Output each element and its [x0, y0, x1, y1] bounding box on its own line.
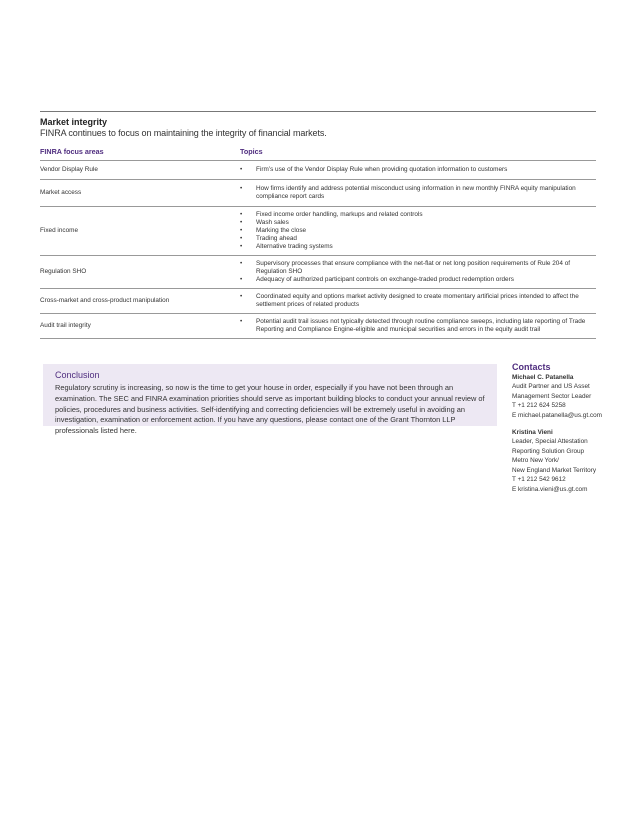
topic-text: Wash sales: [256, 219, 289, 226]
topic-text: Supervisory processes that ensure compliance with the net-flat or net long position requirements of Rule 204 of Regulation SHO: [256, 260, 571, 275]
topics-cell: [240, 183, 596, 203]
topic-item: [240, 185, 596, 201]
topic-item: [240, 211, 596, 219]
topic-text: How firms identify and address potential misconduct using information in new monthly FINRA equity manipulation compliance report cards: [256, 185, 576, 200]
topic-text: Adequacy of authorized participant controls on exchange-traded product redemption orders: [256, 276, 514, 283]
table-header: [40, 146, 596, 161]
header-topics: Topics: [240, 147, 263, 156]
topic-text: Fixed income order handling, markups and related controls: [256, 211, 423, 218]
header-focus-areas: FINRA focus areas: [40, 147, 104, 156]
topic-text: Trading ahead: [256, 235, 297, 242]
topic-item: [240, 318, 596, 334]
table-row: [40, 289, 596, 314]
table-row: [40, 314, 596, 339]
contact-name: Kristina Vieni: [512, 429, 553, 436]
bullet-icon: •: [240, 276, 243, 283]
topic-item: [240, 260, 596, 276]
contacts-list: [512, 373, 622, 494]
contact-detail: T +1 212 542 9612: [512, 476, 566, 483]
topic-item: [240, 243, 596, 251]
bullet-icon: •: [240, 227, 243, 234]
section-title: Market integrity: [40, 117, 108, 127]
table-row: [40, 256, 596, 289]
conclusion-body: Regulatory scrutiny is increasing, so now is the time to get your house in order, especially if you have not been through an examination. The SEC and FINRA examination priorities should serve as important building blocks to conduct your annual review of policies, procedures and business activities. Self-identifying and correcting deficiencies will be extremely useful in avoiding an investigation, examination or enforcement action. If you have any questions, please contact one of the Grant Thornton LLP professionals listed here.: [55, 383, 485, 436]
bullet-icon: •: [240, 219, 243, 226]
focus-area-cell: Fixed income: [40, 227, 79, 234]
contact-detail: T +1 212 624 5258: [512, 402, 566, 409]
contacts-panel: [512, 362, 622, 502]
focus-area-cell: Market access: [40, 189, 82, 196]
contact-detail: Audit Partner and US Asset: [512, 383, 590, 390]
bullet-icon: •: [240, 166, 243, 173]
bullet-icon: •: [240, 235, 243, 242]
table-row: [40, 207, 596, 256]
contact-name: Michael C. Patanella: [512, 374, 574, 381]
contact-detail: Reporting Solution Group: [512, 447, 585, 455]
topic-item: [240, 276, 596, 284]
contact-card: [512, 428, 622, 494]
contact-card: [512, 373, 622, 420]
bullet-icon: •: [240, 185, 243, 192]
topics-cell: [240, 258, 596, 286]
contact-detail: Metro New York/: [512, 457, 559, 464]
topic-item: [240, 293, 596, 309]
topic-item: [240, 166, 596, 174]
focus-area-cell: Audit trail integrity: [40, 322, 91, 329]
conclusion-title: Conclusion: [55, 370, 100, 380]
contact-detail: Leader, Special Attestation: [512, 438, 588, 445]
topic-text: Coordinated equity and options market activity designed to create momentary artificial prices intended to affect the settlement prices of related products: [256, 293, 579, 308]
table-row: [40, 161, 596, 180]
bullet-icon: •: [240, 211, 243, 218]
section-subtitle: FINRA continues to focus on maintaining the integrity of financial markets.: [40, 128, 327, 138]
table-body: [40, 161, 596, 339]
topics-cell: [240, 291, 596, 311]
table-row: [40, 180, 596, 207]
topic-text: Potential audit trail issues not typically detected through routine compliance sweeps, including late reporting of Trade Reporting and Compliance Engine-eligible and municipal securities and errors in the equity audit trail: [256, 318, 586, 333]
contacts-title: Contacts: [512, 362, 551, 372]
topics-cell: [240, 164, 596, 176]
topic-text: Firm’s use of the Vendor Display Rule when providing quotation information to customers: [256, 166, 508, 173]
topic-text: Marking the close: [256, 227, 307, 234]
topics-cell: [240, 209, 596, 253]
focus-area-cell: Vendor Display Rule: [40, 166, 98, 173]
topics-cell: [240, 316, 596, 336]
conclusion-box: [43, 364, 497, 436]
contact-detail: E michael.patanella@us.gt.com: [512, 411, 602, 419]
top-divider: [40, 111, 596, 112]
focus-area-cell: Cross-market and cross-product manipulation: [40, 297, 170, 304]
topic-item: [240, 235, 596, 243]
topic-item: [240, 227, 596, 235]
bullet-icon: •: [240, 318, 243, 325]
topic-text: Alternative trading systems: [256, 243, 333, 250]
bullet-icon: •: [240, 260, 243, 267]
contact-detail: Management Sector Leader: [512, 392, 592, 400]
focus-areas-table: [40, 146, 596, 339]
contact-detail: E kristina.vieni@us.gt.com: [512, 485, 588, 493]
bullet-icon: •: [240, 243, 243, 250]
focus-area-cell: Regulation SHO: [40, 268, 87, 275]
contact-detail: New England Market Territory: [512, 466, 597, 474]
bullet-icon: •: [240, 293, 243, 300]
topic-item: [240, 219, 596, 227]
